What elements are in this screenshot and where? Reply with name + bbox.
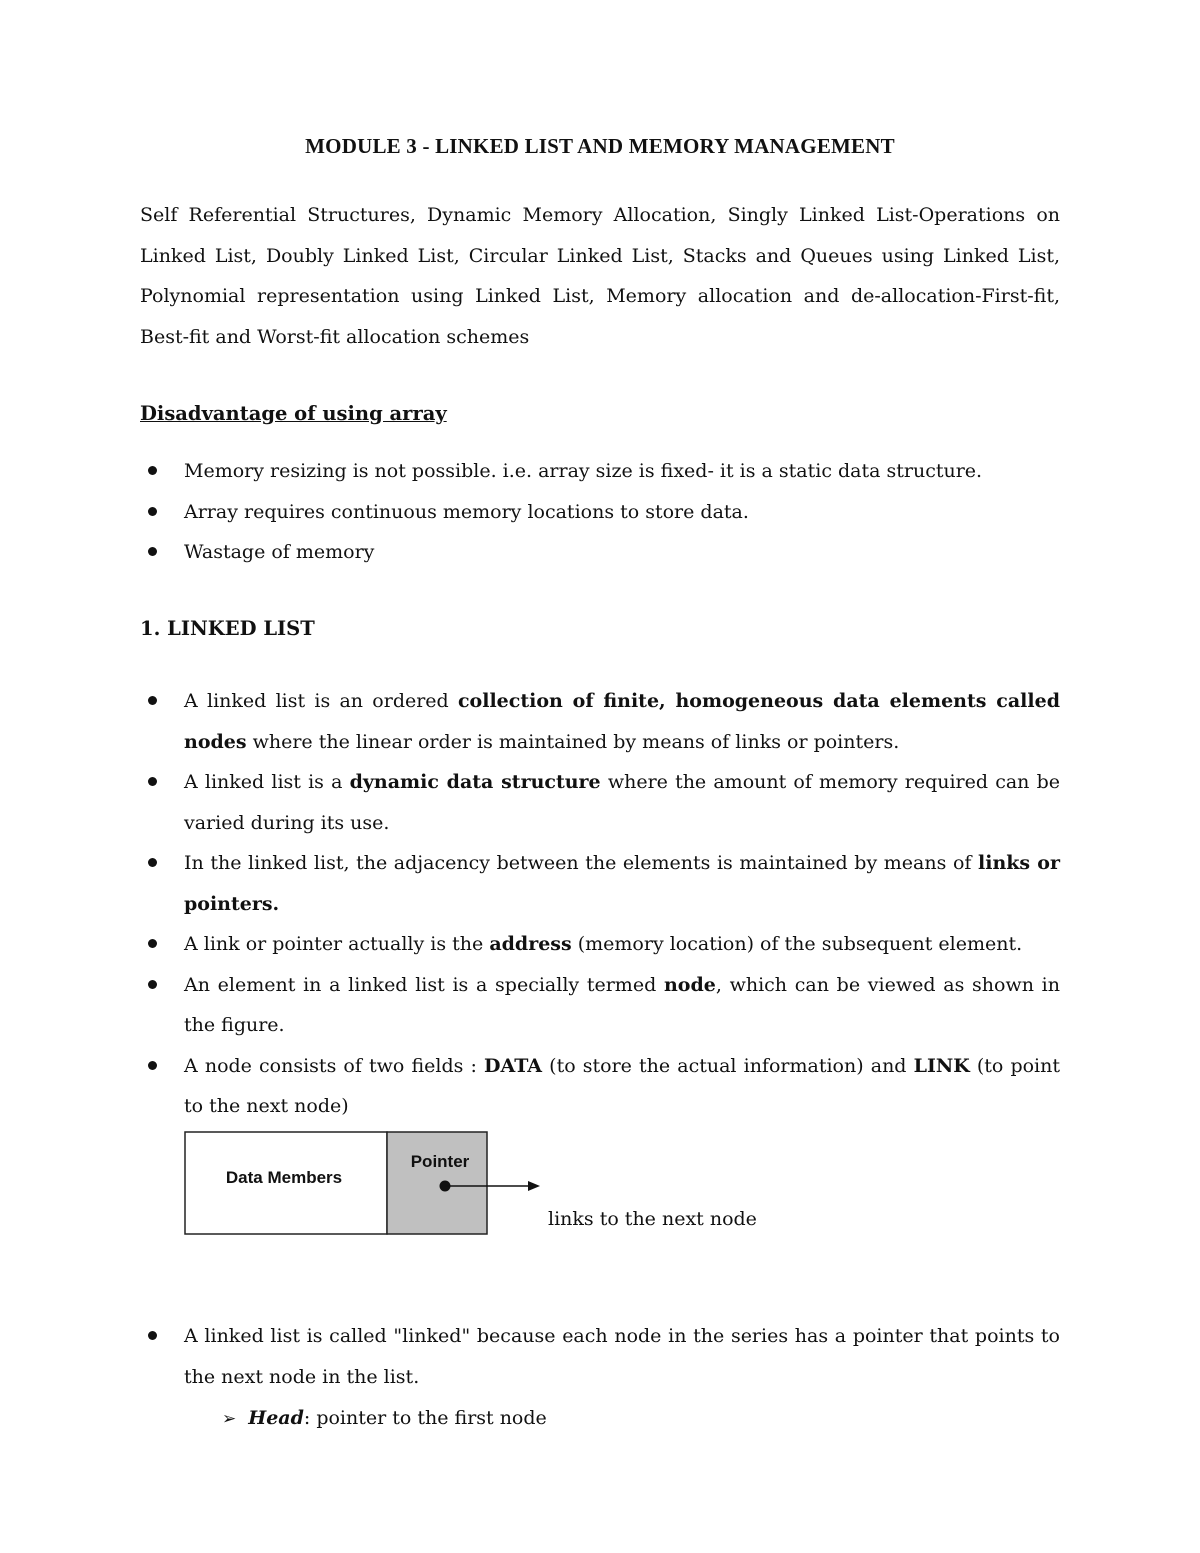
linked-list-points-continued	[140, 1316, 1060, 1397]
bullet-icon	[148, 858, 157, 867]
bullet-icon	[148, 547, 157, 556]
linked-list-points	[140, 681, 1060, 1127]
list-item: A link or pointer actually is the address (memory location) of the subsequent element.	[140, 924, 1060, 965]
list-item: Wastage of memory	[140, 532, 1060, 573]
disadvantage-heading: Disadvantage of using array	[140, 402, 447, 425]
arrow-bullet-icon: ➢	[222, 1409, 237, 1429]
node-diagram	[184, 1131, 544, 1237]
list-item: A linked list is called "linked" because each node in the series has a pointer that points to the next node in the list.	[140, 1316, 1060, 1397]
bullet-icon	[148, 466, 157, 475]
list-item: Array requires continuous memory locations to store data.	[140, 492, 1060, 533]
module-topics-paragraph: Self Referential Structures, Dynamic Memory Allocation, Singly Linked List-Operations on Linked List, Doubly Linked List, Circular Linked List, Stacks and Queues using Linked List, Polynomial representation using Linked List, Memory allocation and de-allocation-First-fit, Best-fit and Worst-fit allocation schemes	[140, 204, 1060, 348]
list-item: An element in a linked list is a specially termed node, which can be viewed as shown in the figure.	[140, 965, 1060, 1046]
head-definition: ➢ Head: pointer to the first node	[222, 1407, 547, 1429]
list-item: A linked list is an ordered collection of finite, homogeneous data elements called nodes where the linear order is maintained by means of links or pointers.	[140, 681, 1060, 762]
bullet-icon	[148, 939, 157, 948]
arrow-head-icon	[528, 1181, 540, 1191]
list-item: A node consists of two fields : DATA (to store the actual information) and LINK (to point to the next node)	[140, 1046, 1060, 1127]
bullet-icon	[148, 696, 157, 705]
bullet-icon	[148, 777, 157, 786]
bullet-icon	[148, 1061, 157, 1070]
diagram-caption: links to the next node	[548, 1208, 757, 1230]
list-item: In the linked list, the adjacency between the elements is maintained by means of links or pointers.	[140, 843, 1060, 924]
bullet-icon	[148, 980, 157, 989]
pointer-box	[387, 1132, 487, 1234]
list-item: A linked list is a dynamic data structure where the amount of memory required can be varied during its use.	[140, 762, 1060, 843]
data-members-label: Data Members	[225, 1168, 343, 1187]
pointer-label: Pointer	[410, 1152, 470, 1171]
linked-list-heading: 1. LINKED LIST	[140, 617, 315, 640]
disadvantage-list	[140, 451, 1060, 573]
bullet-icon	[148, 507, 157, 516]
bullet-icon	[148, 1331, 157, 1340]
list-item: Memory resizing is not possible. i.e. array size is fixed- it is a static data structure.	[140, 451, 1060, 492]
page-title: MODULE 3 - LINKED LIST AND MEMORY MANAGEMENT	[305, 134, 895, 158]
